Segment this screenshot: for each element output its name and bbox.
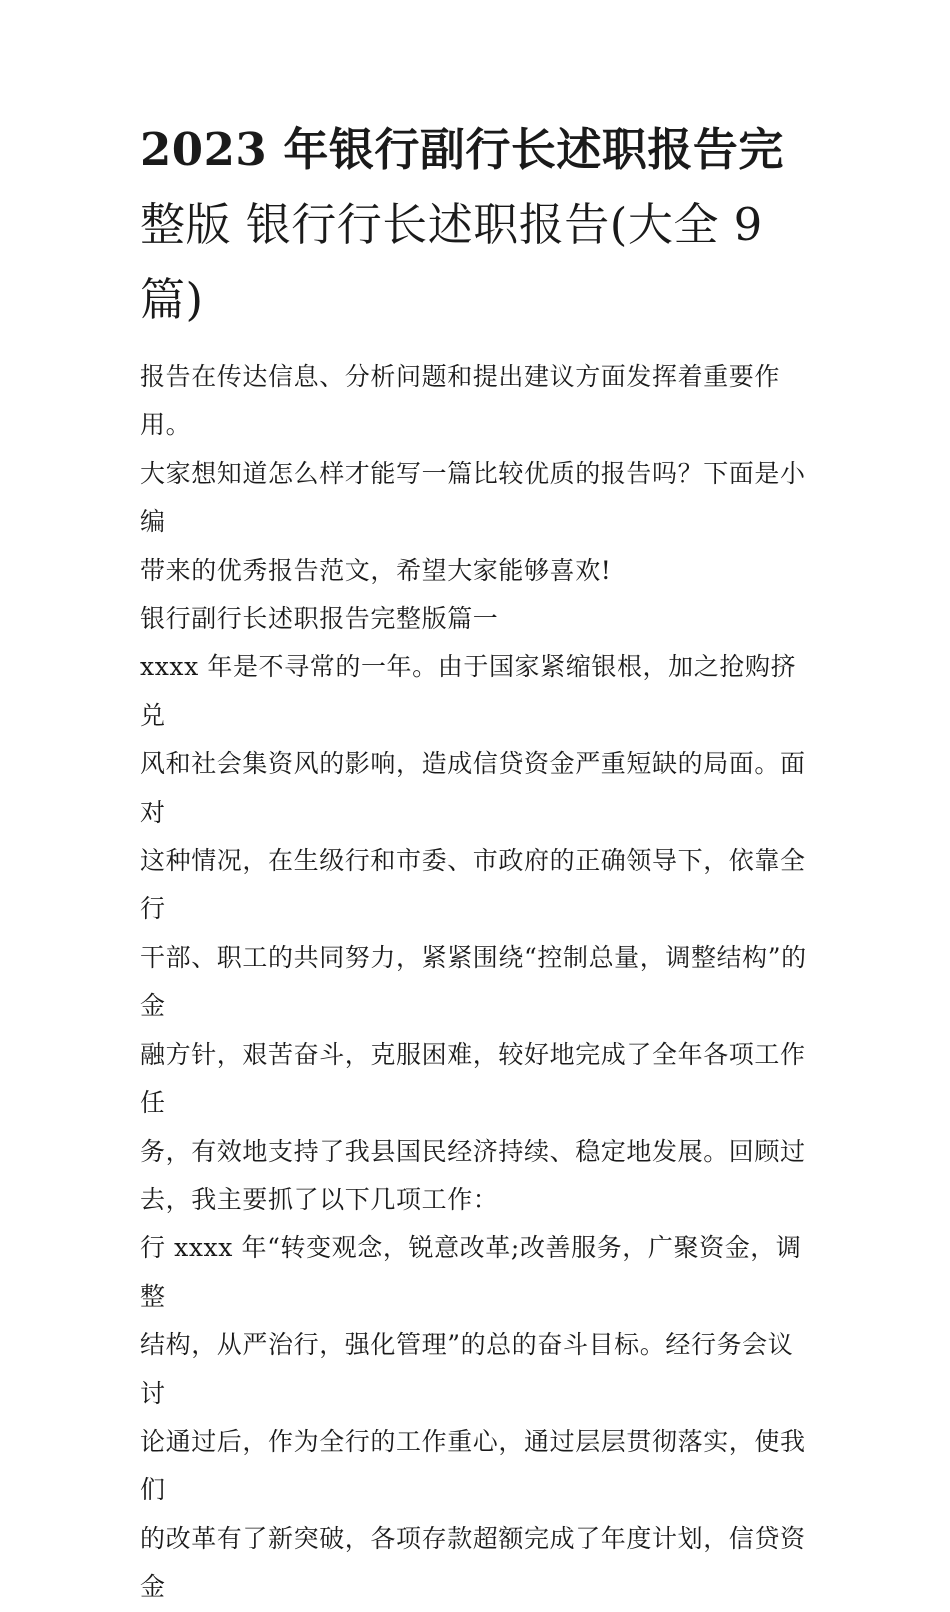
- body-paragraph-1: [140, 643, 815, 1224]
- document-title: [140, 112, 815, 337]
- body-1-line-3: 这种情况，在生级行和市委、市政府的正确领导下，依靠全行: [140, 846, 806, 924]
- body-1-line-1: xxxx 年是不寻常的一年。由于国家紧缩银根，加之抢购挤兑: [140, 652, 797, 730]
- intro-paragraph: [140, 353, 815, 595]
- body-2-line-1: 行 xxxx 年“转变观念，锐意改革;改善服务，广聚资金，调整: [140, 1233, 802, 1311]
- intro-line-3: 带来的优秀报告范文，希望大家能够喜欢!: [140, 555, 612, 585]
- body-1-line-7: 去，我主要抓了以下几项工作：: [140, 1184, 499, 1214]
- body-1-line-2: 风和社会集资风的影响，造成信贷资金严重短缺的局面。面对: [140, 749, 806, 827]
- body-1-line-4: 干部、职工的共同努力，紧紧围绕“控制总量，调整结构”的金: [140, 942, 807, 1021]
- document-body: [140, 112, 815, 1612]
- intro-line-1: 报告在传达信息、分析问题和提出建议方面发挥着重要作用。: [140, 362, 781, 440]
- body-2-line-2: 结构，从严治行，强化管理”的总的奋斗目标。经行务会议讨: [140, 1330, 794, 1408]
- body-2-line-4: 的改革有了新突破，各项存款超额完成了年度计划，信贷资金: [140, 1523, 806, 1602]
- body-paragraph-2: [140, 1224, 815, 1611]
- body-2-line-3: 论通过后，作为全行的工作重心，通过层层贯彻落实，使我们: [140, 1426, 806, 1505]
- title-line-1: 2023 年银行副行长述职报告完: [140, 123, 784, 176]
- section-heading: [140, 595, 815, 643]
- section-heading-text: 银行副行长述职报告完整版篇一: [140, 604, 499, 634]
- body-1-line-5: 融方针，艰苦奋斗，克服困难，较好地完成了全年各项工作任: [140, 1039, 806, 1118]
- body-1-line-6: 务，有效地支持了我县国民经济持续、稳定地发展。回顾过: [140, 1136, 806, 1166]
- intro-line-2: 大家想知道怎么样才能写一篇比较优质的报告吗？下面是小编: [140, 458, 806, 537]
- title-line-3: 篇): [140, 273, 204, 326]
- title-line-2: 整版 银行行长述职报告(大全 9: [140, 198, 763, 251]
